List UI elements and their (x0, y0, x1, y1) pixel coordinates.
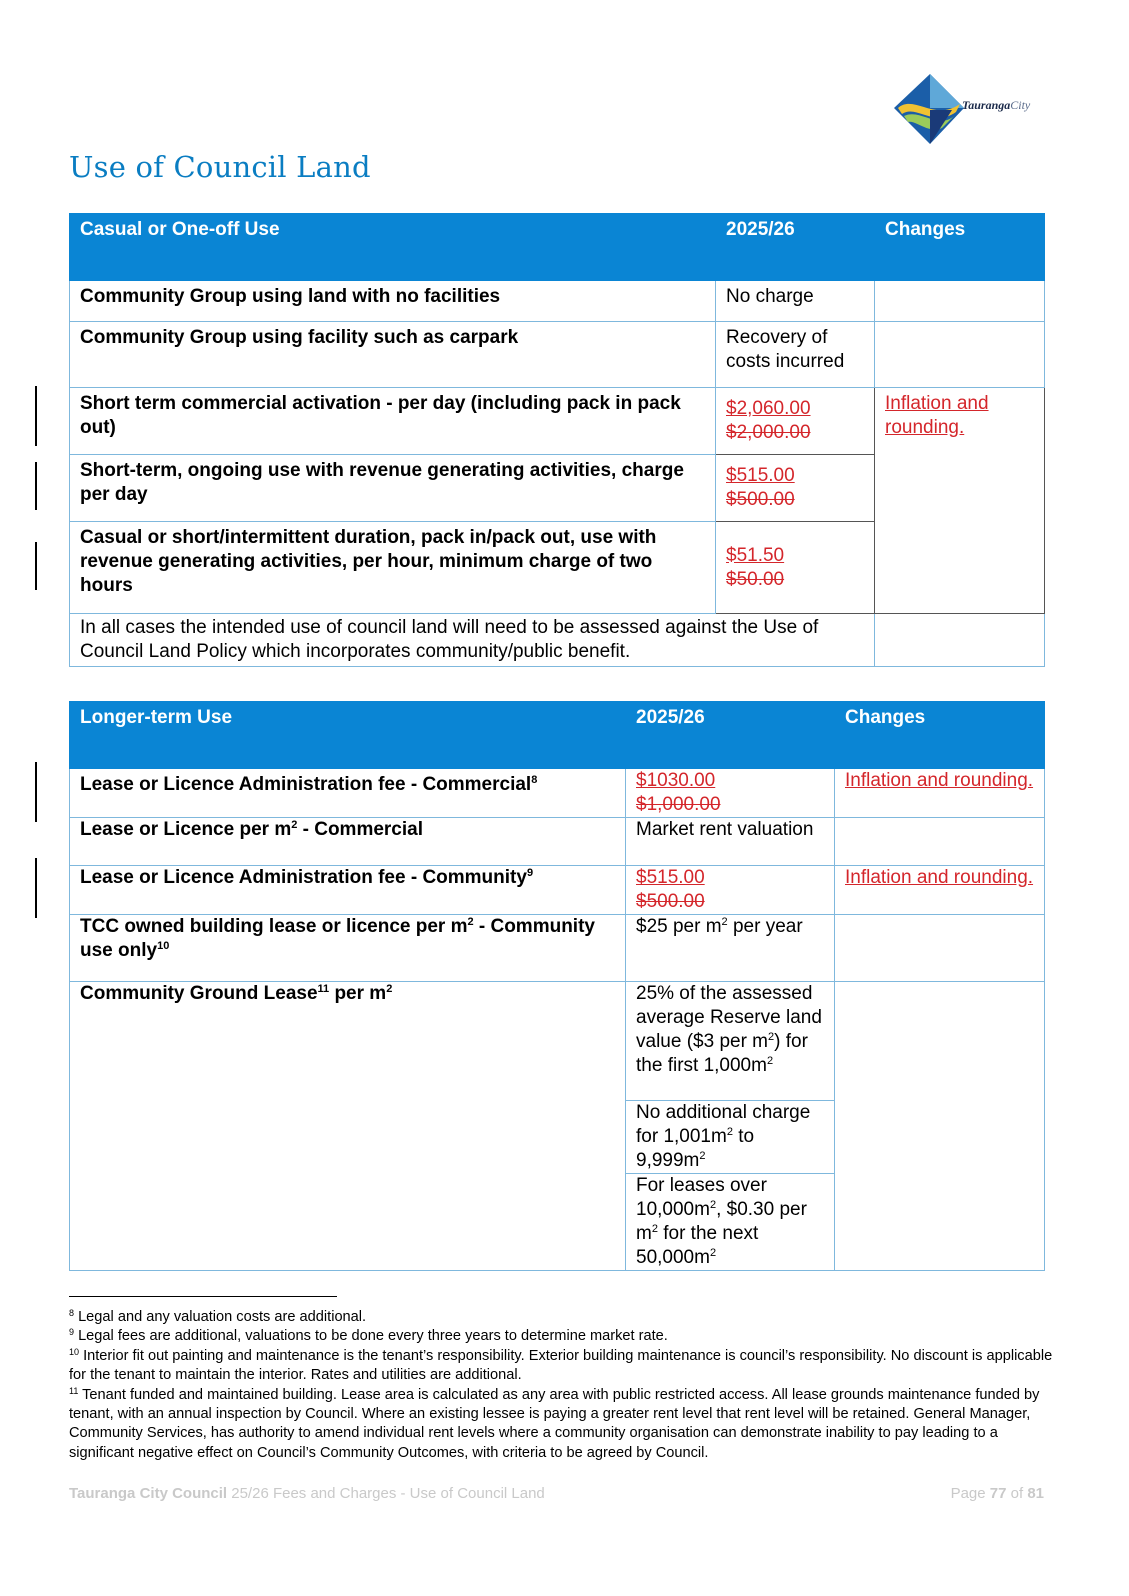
fee-cell: $25 per $m^2$ per year (626, 915, 835, 982)
revision-bar (35, 762, 37, 822)
item-cell: Community Group using land with no facilities (70, 281, 716, 322)
table-row (70, 614, 1045, 667)
new-fee: $1030.00 (636, 770, 716, 791)
changes-cell (835, 866, 1045, 915)
footnote: $^8$ Legal and any valuation costs are additional. (69, 1308, 367, 1325)
changes-cell (875, 322, 1045, 388)
changes-cell (835, 769, 1045, 818)
table-row (70, 818, 1045, 866)
new-fee: $515.00 (636, 867, 705, 888)
item-cell: Short term commercial activation - per day (including pack in pack out) (70, 388, 716, 455)
changes-cell (875, 614, 1045, 667)
page-number: Page 77 of 81 (950, 1485, 1044, 1502)
new-fee: $2,060.00 (726, 398, 811, 419)
fee-cell (716, 455, 875, 522)
column-header: Longer-term Use (70, 702, 626, 769)
fee-cell (716, 388, 875, 455)
item-cell: TCC owned building lease or licence per $m^2$ - Community use only$^{10}$ (70, 915, 626, 982)
footnote: $^9$ Legal fees are additional, valuations to be done every three years to determine market rate. (69, 1327, 668, 1345)
table-row (70, 769, 1045, 818)
old-fee: $1,000.00 (636, 794, 721, 815)
old-fee: $500.00 (726, 489, 795, 510)
table-header-row (70, 702, 1045, 769)
fee-cell: For leases over $10,000m^2$, $0.30 per $m^2$ for the next $50,000m^2$ (626, 1174, 835, 1271)
changes-cell (875, 388, 1045, 614)
revision-bar (35, 386, 37, 446)
footnote: $^{11}$ Tenant funded and maintained building. Lease area is calculated as any area with public restricted access. All lease grounds maintenance funded by tenant, with an annual inspection by Council. Where an existing lessee is paying a greater rent level that rent level will be retained. General Manager, Community Services, has authority to amend individual rent levels where a community organisation can demonstrate inability to pay leading to a significant negative effect on Council’s Community Outcomes, with criteria to be agreed by Council. (69, 1385, 1040, 1461)
revision-bar (35, 462, 37, 510)
footnotes (69, 1308, 1059, 1463)
footnote-separator (69, 1296, 337, 1297)
old-fee: $500.00 (636, 891, 705, 912)
changes-cell (875, 281, 1045, 322)
item-cell: Casual or short/intermittent duration, pack in/pack out, use with revenue generating activities, per hour, minimum charge of two hours (70, 522, 716, 614)
item-cell: Community Group using facility such as carpark (70, 322, 716, 388)
new-fee: $515.00 (726, 465, 795, 486)
logo-mark-icon (894, 74, 964, 146)
old-fee: $50.00 (726, 568, 785, 590)
table-row (70, 281, 1045, 322)
fee-cell: Market rent valuation (626, 818, 835, 866)
column-header: 2025/26 (626, 702, 835, 769)
column-header: Casual or One-off Use (70, 214, 716, 281)
table-row (70, 388, 1045, 455)
change-note: Inflation and rounding. (845, 770, 1034, 791)
old-fee: $2,000.00 (726, 422, 811, 443)
fee-cell: 25% of the assessed average Reserve land value ($3 per $m^2$) for the first $1,000m^2$ (626, 982, 835, 1101)
item-cell: Lease or Licence Administration fee - Community$^9$ (70, 866, 626, 915)
item-cell: Lease or Licence per $m^2$ - Commercial (70, 818, 626, 866)
new-fee: $51.50 (726, 544, 785, 566)
fee-cell (626, 866, 835, 915)
fee-cell: No charge (716, 281, 875, 322)
casual-use-table (69, 213, 1045, 667)
item-cell: Short-term, ongoing use with revenue generating activities, charge per day (70, 455, 716, 522)
table-row (70, 915, 1045, 982)
logo-wordmark: TaurangaCity (962, 98, 1031, 112)
footnote: $^{10}$ Interior fit out painting and maintenance is the tenant’s responsibility. Exterior building maintenance is council’s responsibility. No discount is applicable for the tenant to maintain the interior. Rates and utilities are additional. (69, 1346, 1053, 1384)
fee-cell: Recovery of costs incurred (716, 322, 875, 388)
page-footer (69, 1485, 1044, 1502)
change-note: Inflation and rounding. (845, 867, 1034, 888)
column-header: Changes (835, 702, 1045, 769)
changes-cell (835, 915, 1045, 982)
fee-cell (716, 522, 875, 614)
longer-term-use-table (69, 701, 1045, 1271)
fee-cell: No additional charge for $1,001m^2$ to $9,999m^2$ (626, 1101, 835, 1174)
changes-cell (835, 982, 1045, 1271)
tauranga-city-logo (894, 74, 1074, 146)
page-title: Use of Council Land (69, 150, 371, 184)
revision-bar (35, 542, 37, 590)
table-row (70, 866, 1045, 915)
revision-bar (35, 858, 37, 918)
column-header: 2025/26 (716, 214, 875, 281)
item-cell: Community Ground Lease$^{11}$ per $m^2$ (70, 982, 626, 1271)
change-note: Inflation and rounding. (885, 393, 989, 438)
policy-note: In all cases the intended use of council land will need to be assessed against the Use of Council Land Policy which incorporates community/public benefit. (70, 614, 875, 667)
fee-cell (626, 769, 835, 818)
footer-document-title: Tauranga City Council 25/26 Fees and Charges - Use of Council Land (69, 1485, 545, 1502)
table-row (70, 322, 1045, 388)
changes-cell (835, 818, 1045, 866)
column-header: Changes (875, 214, 1045, 281)
table-header-row (70, 214, 1045, 281)
table-row (70, 982, 1045, 1101)
item-cell: Lease or Licence Administration fee - Commercial$^8$ (70, 769, 626, 818)
